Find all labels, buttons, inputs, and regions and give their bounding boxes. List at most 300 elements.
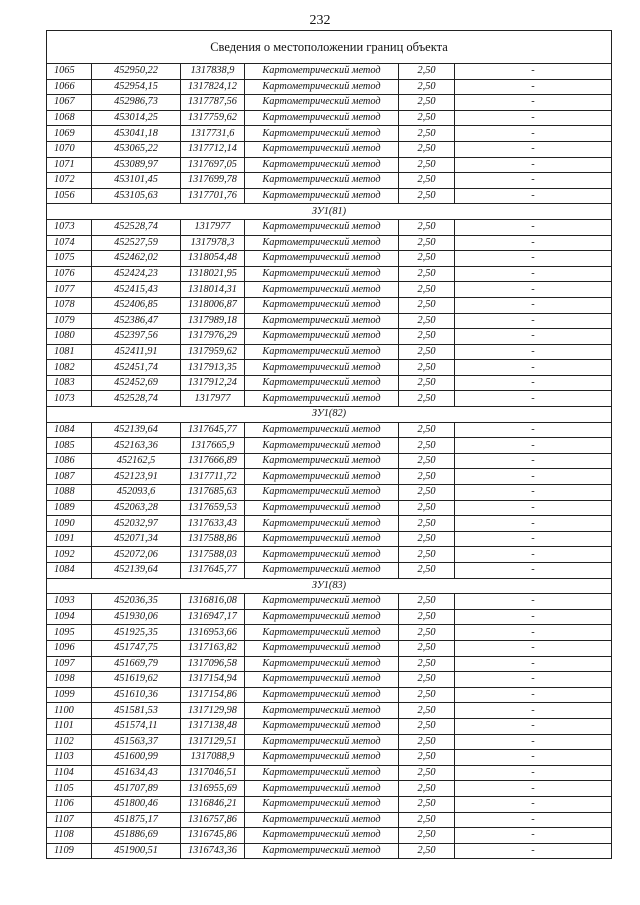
table-row: [47, 516, 612, 532]
accuracy-cell: 2,50: [399, 843, 455, 859]
y-coordinate-cell: 1318021,95: [181, 266, 245, 282]
point-number-cell: 1085: [47, 438, 92, 454]
y-coordinate-cell: 1317138,48: [181, 718, 245, 734]
accuracy-cell: 2,50: [399, 718, 455, 734]
accuracy-cell: 2,50: [399, 422, 455, 438]
method-cell: Картометрический метод: [245, 843, 399, 859]
y-coordinate-cell: 1317699,78: [181, 173, 245, 189]
table-row: [47, 640, 612, 656]
y-coordinate-cell: 1316757,86: [181, 812, 245, 828]
point-number-cell: 1066: [47, 79, 92, 95]
y-coordinate-cell: 1317665,9: [181, 438, 245, 454]
x-coordinate-cell: 452386,47: [92, 313, 181, 329]
point-number-cell: 1109: [47, 843, 92, 859]
x-coordinate-cell: 453065,22: [92, 141, 181, 157]
point-number-cell: 1080: [47, 329, 92, 345]
table-row: [47, 609, 612, 625]
method-cell: Картометрический метод: [245, 313, 399, 329]
section-row: [47, 578, 612, 594]
accuracy-cell: 2,50: [399, 640, 455, 656]
point-number-cell: 1079: [47, 313, 92, 329]
accuracy-cell: 2,50: [399, 485, 455, 501]
accuracy-cell: 2,50: [399, 126, 455, 142]
table-row: [47, 438, 612, 454]
x-coordinate-cell: 451900,51: [92, 843, 181, 859]
table-row: [47, 313, 612, 329]
method-cell: Картометрический метод: [245, 718, 399, 734]
description-cell: -: [455, 235, 612, 251]
y-coordinate-cell: 1316955,69: [181, 781, 245, 797]
description-cell: -: [455, 453, 612, 469]
y-coordinate-cell: 1317666,89: [181, 453, 245, 469]
description-cell: -: [455, 438, 612, 454]
accuracy-cell: 2,50: [399, 672, 455, 688]
y-coordinate-cell: 1316745,86: [181, 828, 245, 844]
accuracy-cell: 2,50: [399, 157, 455, 173]
y-coordinate-cell: 1317701,76: [181, 188, 245, 204]
y-coordinate-cell: 1317697,05: [181, 157, 245, 173]
accuracy-cell: 2,50: [399, 703, 455, 719]
method-cell: Картометрический метод: [245, 687, 399, 703]
description-cell: -: [455, 391, 612, 407]
accuracy-cell: 2,50: [399, 656, 455, 672]
table-body: [47, 31, 612, 859]
y-coordinate-cell: 1317129,51: [181, 734, 245, 750]
description-cell: -: [455, 594, 612, 610]
accuracy-cell: 2,50: [399, 64, 455, 80]
accuracy-cell: 2,50: [399, 594, 455, 610]
point-number-cell: 1092: [47, 547, 92, 563]
method-cell: Картометрический метод: [245, 609, 399, 625]
method-cell: Картометрический метод: [245, 266, 399, 282]
description-cell: -: [455, 656, 612, 672]
x-coordinate-cell: 452162,5: [92, 453, 181, 469]
point-number-cell: 1086: [47, 453, 92, 469]
method-cell: Картометрический метод: [245, 282, 399, 298]
method-cell: Картометрический метод: [245, 219, 399, 235]
y-coordinate-cell: 1318054,48: [181, 251, 245, 267]
method-cell: Картометрический метод: [245, 796, 399, 812]
point-number-cell: 1074: [47, 235, 92, 251]
table-row: [47, 828, 612, 844]
accuracy-cell: 2,50: [399, 734, 455, 750]
accuracy-cell: 2,50: [399, 329, 455, 345]
accuracy-cell: 2,50: [399, 625, 455, 641]
x-coordinate-cell: 451925,35: [92, 625, 181, 641]
method-cell: Картометрический метод: [245, 656, 399, 672]
description-cell: -: [455, 64, 612, 80]
description-cell: -: [455, 79, 612, 95]
point-number-cell: 1105: [47, 781, 92, 797]
accuracy-cell: 2,50: [399, 547, 455, 563]
table-title: Сведения о местоположении границ объекта: [47, 31, 612, 64]
x-coordinate-cell: 452093,6: [92, 485, 181, 501]
table-row: [47, 235, 612, 251]
x-coordinate-cell: 452036,35: [92, 594, 181, 610]
point-number-cell: 1084: [47, 563, 92, 579]
description-cell: -: [455, 375, 612, 391]
table-row: [47, 391, 612, 407]
accuracy-cell: 2,50: [399, 812, 455, 828]
point-number-cell: 1089: [47, 500, 92, 516]
description-cell: -: [455, 703, 612, 719]
description-cell: -: [455, 843, 612, 859]
point-number-cell: 1088: [47, 485, 92, 501]
table-row: [47, 563, 612, 579]
method-cell: Картометрический метод: [245, 640, 399, 656]
accuracy-cell: 2,50: [399, 796, 455, 812]
y-coordinate-cell: 1317731,6: [181, 126, 245, 142]
point-number-cell: 1094: [47, 609, 92, 625]
method-cell: Картометрический метод: [245, 297, 399, 313]
table-row: [47, 531, 612, 547]
method-cell: Картометрический метод: [245, 235, 399, 251]
accuracy-cell: 2,50: [399, 360, 455, 376]
x-coordinate-cell: 452528,74: [92, 391, 181, 407]
x-coordinate-cell: 452032,97: [92, 516, 181, 532]
x-coordinate-cell: 452424,23: [92, 266, 181, 282]
x-coordinate-cell: 452139,64: [92, 563, 181, 579]
description-cell: -: [455, 781, 612, 797]
point-number-cell: 1087: [47, 469, 92, 485]
y-coordinate-cell: 1317588,86: [181, 531, 245, 547]
table-row: [47, 781, 612, 797]
table-row: [47, 266, 612, 282]
x-coordinate-cell: 451634,43: [92, 765, 181, 781]
method-cell: Картометрический метод: [245, 516, 399, 532]
accuracy-cell: 2,50: [399, 391, 455, 407]
x-coordinate-cell: 452462,02: [92, 251, 181, 267]
table-row: [47, 796, 612, 812]
y-coordinate-cell: 1316743,36: [181, 843, 245, 859]
description-cell: -: [455, 531, 612, 547]
point-number-cell: 1107: [47, 812, 92, 828]
method-cell: Картометрический метод: [245, 344, 399, 360]
x-coordinate-cell: 452986,73: [92, 95, 181, 111]
table-row: [47, 157, 612, 173]
y-coordinate-cell: 1317787,56: [181, 95, 245, 111]
point-number-cell: 1095: [47, 625, 92, 641]
y-coordinate-cell: 1317659,53: [181, 500, 245, 516]
method-cell: Картометрический метод: [245, 828, 399, 844]
point-number-cell: 1065: [47, 64, 92, 80]
method-cell: Картометрический метод: [245, 188, 399, 204]
section-label: ЗУ1(82): [47, 407, 612, 423]
x-coordinate-cell: 452163,36: [92, 438, 181, 454]
description-cell: -: [455, 188, 612, 204]
table-row: [47, 485, 612, 501]
x-coordinate-cell: 452123,91: [92, 469, 181, 485]
point-number-cell: 1083: [47, 375, 92, 391]
y-coordinate-cell: 1317685,63: [181, 485, 245, 501]
accuracy-cell: 2,50: [399, 297, 455, 313]
y-coordinate-cell: 1317976,29: [181, 329, 245, 345]
method-cell: Картометрический метод: [245, 531, 399, 547]
table-row: [47, 656, 612, 672]
x-coordinate-cell: 451600,99: [92, 750, 181, 766]
table-row: [47, 765, 612, 781]
y-coordinate-cell: 1317824,12: [181, 79, 245, 95]
table-row: [47, 687, 612, 703]
method-cell: Картометрический метод: [245, 625, 399, 641]
point-number-cell: 1076: [47, 266, 92, 282]
x-coordinate-cell: 452071,34: [92, 531, 181, 547]
x-coordinate-cell: 452527,59: [92, 235, 181, 251]
accuracy-cell: 2,50: [399, 687, 455, 703]
method-cell: Картометрический метод: [245, 141, 399, 157]
table-row: [47, 547, 612, 563]
accuracy-cell: 2,50: [399, 313, 455, 329]
method-cell: Картометрический метод: [245, 391, 399, 407]
method-cell: Картометрический метод: [245, 453, 399, 469]
accuracy-cell: 2,50: [399, 469, 455, 485]
y-coordinate-cell: 1317711,72: [181, 469, 245, 485]
table-row: [47, 625, 612, 641]
table-row: [47, 594, 612, 610]
x-coordinate-cell: 452063,28: [92, 500, 181, 516]
table-row: [47, 79, 612, 95]
x-coordinate-cell: 451930,06: [92, 609, 181, 625]
table-row: [47, 703, 612, 719]
point-number-cell: 1067: [47, 95, 92, 111]
method-cell: Картометрический метод: [245, 110, 399, 126]
method-cell: Картометрический метод: [245, 734, 399, 750]
boundary-coordinates-table: [46, 30, 612, 859]
point-number-cell: 1082: [47, 360, 92, 376]
description-cell: -: [455, 251, 612, 267]
x-coordinate-cell: 452528,74: [92, 219, 181, 235]
method-cell: Картометрический метод: [245, 79, 399, 95]
section-label: ЗУ1(83): [47, 578, 612, 594]
x-coordinate-cell: 451747,75: [92, 640, 181, 656]
x-coordinate-cell: 452411,91: [92, 344, 181, 360]
description-cell: -: [455, 687, 612, 703]
y-coordinate-cell: 1317912,24: [181, 375, 245, 391]
point-number-cell: 1071: [47, 157, 92, 173]
accuracy-cell: 2,50: [399, 563, 455, 579]
description-cell: -: [455, 563, 612, 579]
y-coordinate-cell: 1317633,43: [181, 516, 245, 532]
y-coordinate-cell: 1316947,17: [181, 609, 245, 625]
point-number-cell: 1077: [47, 282, 92, 298]
table-row: [47, 360, 612, 376]
point-number-cell: 1069: [47, 126, 92, 142]
y-coordinate-cell: 1317129,98: [181, 703, 245, 719]
description-cell: -: [455, 95, 612, 111]
description-cell: -: [455, 718, 612, 734]
x-coordinate-cell: 451581,53: [92, 703, 181, 719]
method-cell: Картометрический метод: [245, 812, 399, 828]
description-cell: -: [455, 828, 612, 844]
section-row: [47, 407, 612, 423]
table-row: [47, 95, 612, 111]
x-coordinate-cell: 451800,46: [92, 796, 181, 812]
section-label: ЗУ1(81): [47, 204, 612, 220]
accuracy-cell: 2,50: [399, 95, 455, 111]
y-coordinate-cell: 1317163,82: [181, 640, 245, 656]
description-cell: -: [455, 219, 612, 235]
accuracy-cell: 2,50: [399, 438, 455, 454]
accuracy-cell: 2,50: [399, 500, 455, 516]
accuracy-cell: 2,50: [399, 141, 455, 157]
point-number-cell: 1075: [47, 251, 92, 267]
y-coordinate-cell: 1317046,51: [181, 765, 245, 781]
x-coordinate-cell: 451610,36: [92, 687, 181, 703]
table-row: [47, 500, 612, 516]
description-cell: -: [455, 360, 612, 376]
method-cell: Картометрический метод: [245, 329, 399, 345]
table-row: [47, 375, 612, 391]
table-row: [47, 329, 612, 345]
description-cell: -: [455, 126, 612, 142]
accuracy-cell: 2,50: [399, 219, 455, 235]
description-cell: -: [455, 110, 612, 126]
method-cell: Картометрический метод: [245, 173, 399, 189]
table-row: [47, 344, 612, 360]
description-cell: -: [455, 282, 612, 298]
method-cell: Картометрический метод: [245, 594, 399, 610]
point-number-cell: 1096: [47, 640, 92, 656]
x-coordinate-cell: 451619,62: [92, 672, 181, 688]
method-cell: Картометрический метод: [245, 703, 399, 719]
table-row: [47, 469, 612, 485]
y-coordinate-cell: 1317978,3: [181, 235, 245, 251]
y-coordinate-cell: 1317096,58: [181, 656, 245, 672]
method-cell: Картометрический метод: [245, 64, 399, 80]
x-coordinate-cell: 452452,69: [92, 375, 181, 391]
x-coordinate-cell: 453101,45: [92, 173, 181, 189]
description-cell: -: [455, 266, 612, 282]
x-coordinate-cell: 451707,89: [92, 781, 181, 797]
description-cell: -: [455, 625, 612, 641]
method-cell: Картометрический метод: [245, 251, 399, 267]
point-number-cell: 1072: [47, 173, 92, 189]
accuracy-cell: 2,50: [399, 251, 455, 267]
point-number-cell: 1073: [47, 219, 92, 235]
x-coordinate-cell: 452072,06: [92, 547, 181, 563]
description-cell: -: [455, 812, 612, 828]
table-row: [47, 282, 612, 298]
point-number-cell: 1073: [47, 391, 92, 407]
table-row: [47, 173, 612, 189]
y-coordinate-cell: 1317838,9: [181, 64, 245, 80]
y-coordinate-cell: 1318006,87: [181, 297, 245, 313]
accuracy-cell: 2,50: [399, 344, 455, 360]
description-cell: -: [455, 516, 612, 532]
y-coordinate-cell: 1317913,35: [181, 360, 245, 376]
method-cell: Картометрический метод: [245, 469, 399, 485]
method-cell: Картометрический метод: [245, 360, 399, 376]
table-row: [47, 812, 612, 828]
table-row: [47, 734, 612, 750]
y-coordinate-cell: 1317645,77: [181, 563, 245, 579]
description-cell: -: [455, 422, 612, 438]
y-coordinate-cell: 1317088,9: [181, 750, 245, 766]
y-coordinate-cell: 1316816,08: [181, 594, 245, 610]
method-cell: Картометрический метод: [245, 438, 399, 454]
x-coordinate-cell: 451669,79: [92, 656, 181, 672]
description-cell: -: [455, 672, 612, 688]
description-cell: -: [455, 469, 612, 485]
method-cell: Картометрический метод: [245, 95, 399, 111]
description-cell: -: [455, 750, 612, 766]
accuracy-cell: 2,50: [399, 79, 455, 95]
x-coordinate-cell: 451574,11: [92, 718, 181, 734]
method-cell: Картометрический метод: [245, 485, 399, 501]
description-cell: -: [455, 640, 612, 656]
point-number-cell: 1108: [47, 828, 92, 844]
table-row: [47, 297, 612, 313]
accuracy-cell: 2,50: [399, 188, 455, 204]
point-number-cell: 1056: [47, 188, 92, 204]
table-row: [47, 453, 612, 469]
description-cell: -: [455, 297, 612, 313]
description-cell: -: [455, 344, 612, 360]
point-number-cell: 1100: [47, 703, 92, 719]
accuracy-cell: 2,50: [399, 375, 455, 391]
y-coordinate-cell: 1317959,62: [181, 344, 245, 360]
table-row: [47, 422, 612, 438]
accuracy-cell: 2,50: [399, 531, 455, 547]
accuracy-cell: 2,50: [399, 282, 455, 298]
accuracy-cell: 2,50: [399, 266, 455, 282]
x-coordinate-cell: 452451,74: [92, 360, 181, 376]
point-number-cell: 1099: [47, 687, 92, 703]
x-coordinate-cell: 452139,64: [92, 422, 181, 438]
y-coordinate-cell: 1316846,21: [181, 796, 245, 812]
x-coordinate-cell: 451563,37: [92, 734, 181, 750]
method-cell: Картометрический метод: [245, 781, 399, 797]
x-coordinate-cell: 452397,56: [92, 329, 181, 345]
x-coordinate-cell: 451886,69: [92, 828, 181, 844]
point-number-cell: 1081: [47, 344, 92, 360]
method-cell: Картометрический метод: [245, 500, 399, 516]
x-coordinate-cell: 452415,43: [92, 282, 181, 298]
y-coordinate-cell: 1316953,66: [181, 625, 245, 641]
point-number-cell: 1102: [47, 734, 92, 750]
table-row: [47, 219, 612, 235]
description-cell: -: [455, 765, 612, 781]
section-row: [47, 204, 612, 220]
point-number-cell: 1104: [47, 765, 92, 781]
x-coordinate-cell: 453041,18: [92, 126, 181, 142]
description-cell: -: [455, 313, 612, 329]
y-coordinate-cell: 1317712,14: [181, 141, 245, 157]
accuracy-cell: 2,50: [399, 750, 455, 766]
y-coordinate-cell: 1317588,03: [181, 547, 245, 563]
point-number-cell: 1078: [47, 297, 92, 313]
table-row: [47, 251, 612, 267]
x-coordinate-cell: 452954,15: [92, 79, 181, 95]
point-number-cell: 1091: [47, 531, 92, 547]
x-coordinate-cell: 453014,25: [92, 110, 181, 126]
method-cell: Картометрический метод: [245, 672, 399, 688]
method-cell: Картометрический метод: [245, 750, 399, 766]
accuracy-cell: 2,50: [399, 173, 455, 189]
accuracy-cell: 2,50: [399, 453, 455, 469]
accuracy-cell: 2,50: [399, 765, 455, 781]
table-row: [47, 188, 612, 204]
point-number-cell: 1106: [47, 796, 92, 812]
description-cell: -: [455, 609, 612, 625]
description-cell: -: [455, 141, 612, 157]
x-coordinate-cell: 452406,85: [92, 297, 181, 313]
table-row: [47, 110, 612, 126]
y-coordinate-cell: 1317154,86: [181, 687, 245, 703]
description-cell: -: [455, 157, 612, 173]
y-coordinate-cell: 1317154,94: [181, 672, 245, 688]
point-number-cell: 1101: [47, 718, 92, 734]
